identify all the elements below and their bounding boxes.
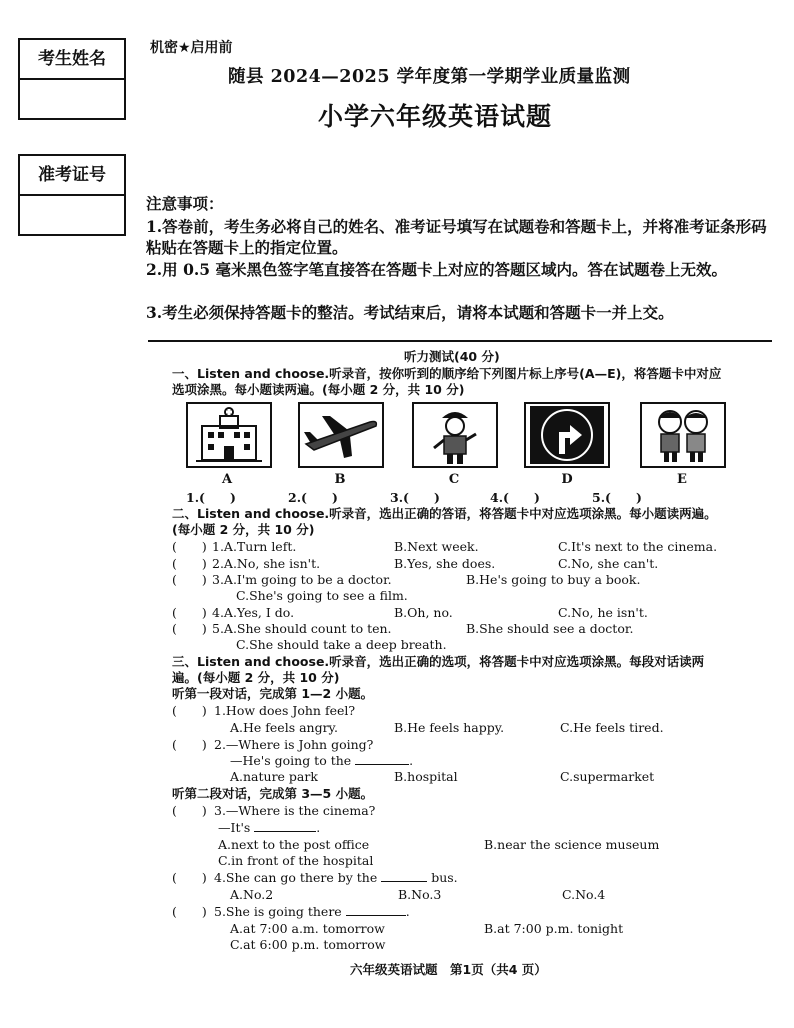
notice-item-2: 2.用 0.5 毫米黑色签字笔直接答在答题卡上对应的答题区域内。答在试题卷上无效。 — [146, 260, 727, 279]
picture-c — [412, 402, 498, 468]
p2-q2-option-b: B.Yes, she does. — [394, 556, 496, 571]
p2-q2-option-a: 2.A.No, she isn't. — [212, 556, 321, 571]
p3-q3-option-a: A.next to the post office — [218, 837, 370, 852]
p3-q2-option-c: C.supermarket — [560, 769, 655, 784]
part2-instruction-2: (每小题 2 分，共 10 分) — [172, 522, 315, 537]
part1-instruction: 一、Listen and choose.听录音，按你听到的顺序给下列图片标上序号(A—E)，将答题卡中对应 — [172, 366, 722, 381]
listening-heading: 听力测试(40 分) — [404, 349, 500, 364]
p3-q2-option-b: B.hospital — [394, 769, 458, 784]
p3-q1-option-a: A.He feels angry. — [230, 720, 338, 735]
answer-blank-3: 3.( ) — [390, 490, 440, 505]
page-title: 小学六年级英语试题 — [318, 102, 553, 131]
part3-instruction: 三、Listen and choose.听录音，选出正确的选项，将答题卡中对应选项涂黑。每段对话读两 — [172, 654, 705, 669]
picture-label-a: A — [221, 472, 233, 487]
picture-d — [524, 402, 610, 468]
dialogue-1-heading: 听第一段对话，完成第 1—2 小题。 — [172, 686, 374, 701]
p3-q3-paren: ( ) — [172, 803, 207, 818]
p2-q4-option-a: 4.A.Yes, I do. — [212, 605, 295, 620]
p3-q5-text: 5.She is going there — [214, 904, 342, 919]
p2-q4-option-c: C.No, he isn't. — [558, 605, 648, 620]
p2-q5-option-c: C.She should take a deep breath. — [236, 637, 447, 652]
p2-q4-paren: ( ) — [172, 605, 207, 620]
picture-label-c: C — [448, 472, 460, 487]
p3-q4-option-c: C.No.4 — [562, 887, 606, 902]
p3-q4-blank — [381, 881, 427, 882]
p3-q1-option-c: C.He feels tired. — [560, 720, 664, 735]
p2-q1-option-a: 1.A.Turn left. — [212, 539, 297, 554]
picture-label-b: B — [334, 472, 346, 487]
answer-blank-2: 2.( ) — [288, 490, 338, 505]
id-label: 准考证号 — [20, 156, 124, 196]
p2-q3-option-c: C.She's going to see a film. — [236, 588, 408, 603]
p3-q5-option-b: B.at 7:00 p.m. tonight — [484, 921, 624, 936]
p3-q3-line2-text: —It's — [218, 820, 251, 835]
p3-q5-question: 5.She is going there . — [214, 904, 410, 919]
p3-q3-line2: —It's . — [218, 820, 321, 835]
name-box — [18, 38, 126, 120]
picture-b — [298, 402, 384, 468]
notice-heading: 注意事项： — [146, 194, 224, 213]
picture-label-d: D — [561, 472, 573, 487]
answer-blank-4: 4.( ) — [490, 490, 540, 505]
p3-q3-blank — [254, 831, 316, 832]
p3-q4-text: 4.She can go there by the — [214, 870, 378, 885]
notice-item-1: 1.答卷前，考生务必将自己的姓名、准考证号填写在试题卷和答题卡上，并将准考证条形码粘贴在答题卡上的指定位置。 — [146, 217, 767, 257]
p3-q5-paren: ( ) — [172, 904, 207, 919]
p3-q2-line2: —He's going to the . — [230, 753, 414, 768]
answer-blank-5: 5.( ) — [592, 490, 642, 505]
police-officer-icon — [414, 404, 496, 466]
p3-q5-option-c: C.at 6:00 p.m. tomorrow — [230, 937, 386, 952]
p3-q4-option-a: A.No.2 — [230, 887, 274, 902]
p3-q5-blank — [346, 915, 406, 916]
p3-q4-option-b: B.No.3 — [398, 887, 442, 902]
section-divider — [148, 340, 772, 342]
turn-right-sign-icon — [526, 404, 608, 466]
p3-q4-tail: bus. — [431, 870, 458, 885]
p2-q1-paren: ( ) — [172, 539, 207, 554]
p3-q3-question: 3.—Where is the cinema? — [214, 803, 376, 818]
p3-q1-option-b: B.He feels happy. — [394, 720, 505, 735]
p2-q4-option-b: B.Oh, no. — [394, 605, 453, 620]
secret-label: 机密★启用前 — [150, 40, 233, 56]
p2-q5-option-a: 5.A.She should count to ten. — [212, 621, 392, 636]
p2-q5-paren: ( ) — [172, 621, 207, 636]
p2-q5-option-b: B.She should see a doctor. — [466, 621, 634, 636]
p2-q1-option-b: B.Next week. — [394, 539, 479, 554]
p2-q3-paren: ( ) — [172, 572, 207, 587]
p2-q2-paren: ( ) — [172, 556, 207, 571]
children-icon — [642, 404, 724, 466]
picture-label-e: E — [677, 472, 687, 487]
p3-q4-question — [214, 870, 458, 886]
p3-q2-line2-text: —He's going to the — [230, 753, 352, 768]
name-label: 考生姓名 — [20, 40, 124, 80]
part1-instruction-2: 选项涂黑。每小题读两遍。(每小题 2 分，共 10 分) — [172, 382, 465, 397]
p3-q1-paren: ( ) — [172, 703, 207, 718]
p3-q5-option-a: A.at 7:00 a.m. tomorrow — [230, 921, 385, 936]
p2-q3-option-b: B.He's going to buy a book. — [466, 572, 641, 587]
id-box — [18, 154, 126, 236]
p2-q3-option-a: 3.A.I'm going to be a doctor. — [212, 572, 392, 587]
part3-instruction-2: 遍。(每小题 2 分，共 10 分) — [172, 670, 340, 685]
airplane-icon — [300, 404, 382, 466]
picture-a — [186, 402, 272, 468]
answer-blank-1: 1.( ) — [186, 490, 236, 505]
p3-q2-blank — [355, 764, 409, 765]
p3-q4-paren: ( ) — [172, 870, 207, 885]
p3-q2-question: 2.—Where is John going? — [214, 737, 374, 752]
p3-q3-option-c: C.in front of the hospital — [218, 853, 374, 868]
p3-q3-option-b: B.near the science museum — [484, 837, 660, 852]
p3-q2-option-a: A.nature park — [230, 769, 318, 784]
picture-e — [640, 402, 726, 468]
dialogue-2-heading: 听第二段对话，完成第 3—5 小题。 — [172, 786, 374, 801]
page-footer: 六年级英语试题 第1页（共4 页） — [350, 962, 547, 977]
p2-q2-option-c: C.No, she can't. — [558, 556, 659, 571]
hospital-icon — [188, 404, 270, 466]
p3-q2-paren: ( ) — [172, 737, 207, 752]
part2-instruction: 二、Listen and choose.听录音，选出正确的答语，将答题卡中对应选项涂黑。每小题读两遍。 — [172, 506, 717, 521]
notice-item-3: 3.考生必须保持答题卡的整洁。考试结束后，请将本试题和答题卡一并上交。 — [146, 303, 674, 322]
p2-q1-option-c: C.It's next to the cinema. — [558, 539, 718, 554]
p3-q1-question: 1.How does John feel? — [214, 703, 356, 718]
exam-subtitle: 随县 2024—2025 学年度第一学期学业质量监测 — [228, 67, 631, 87]
